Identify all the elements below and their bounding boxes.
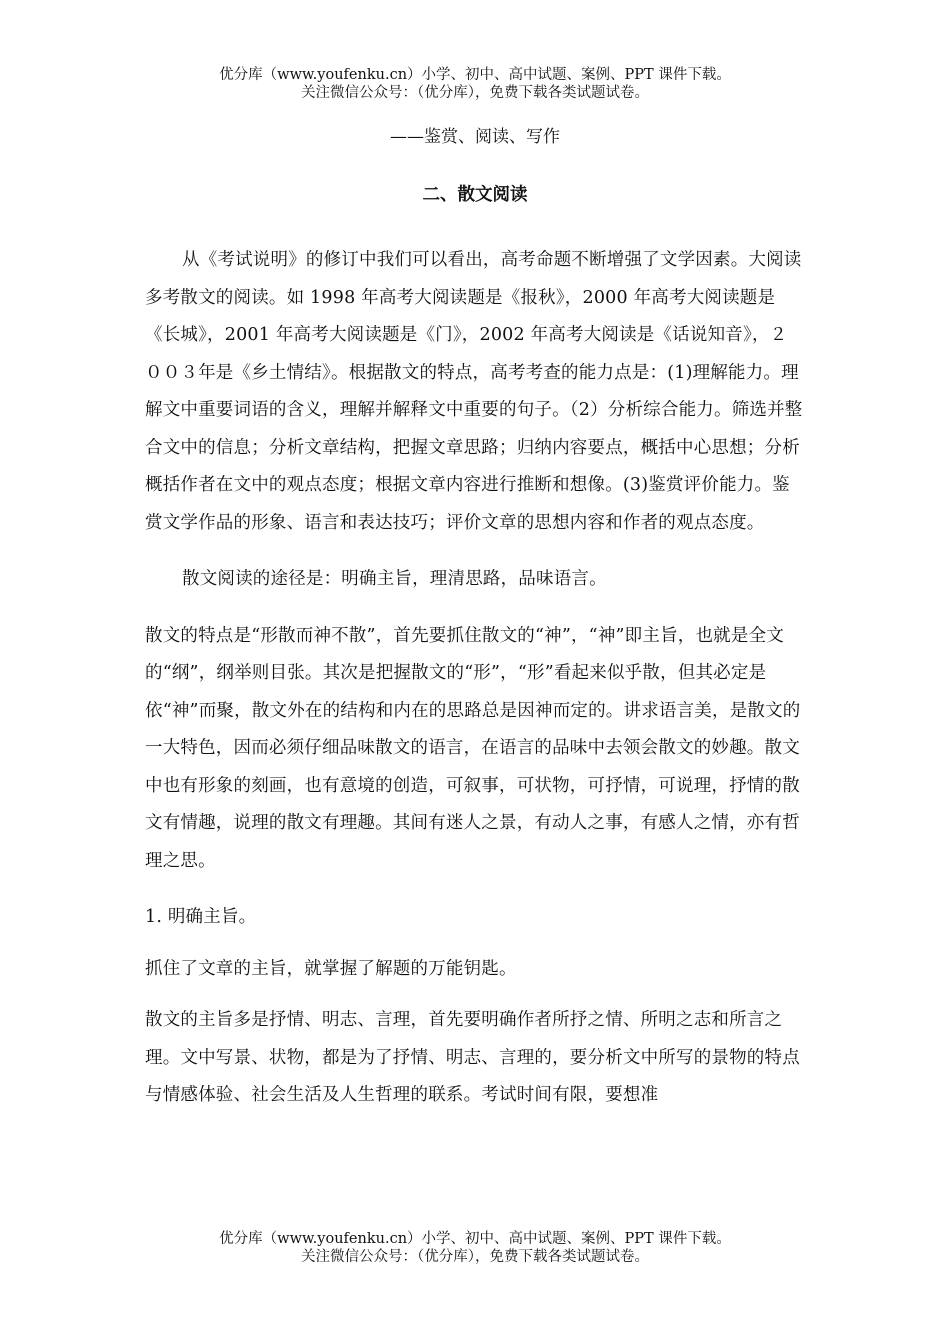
header-line-1: 优分库（www.youfenku.cn）小学、初中、高中试题、案例、PPT 课件下载。 [219, 67, 731, 83]
paragraph-intro: 从《考试说明》的修订中我们可以看出，高考命题不断增强了文学因素。大阅读多考散文的阅读。如 1998 年高考大阅读题是《报秋》，2000 年高考大阅读题是《长城》，2001 年高考大阅读题是《门》，2002 年高考大阅读是《话说知音》，２００３年是《乡土情结》。根据散文的特点，高考考查的能力点是：(1)理解能力。理解文中重要词语的含义，理解并解释文中重要的句子。（2）分析综合能力。筛选并整合文中的信息；分析文章结构，把握文章思路；归纳内容要点，概括中心思想；分析概括作者在文中的观点态度；根据文章内容进行推断和想像。(3)鉴赏评价能力。鉴赏文学作品的形象、语言和表达技巧；评价文章的思想内容和作者的观点态度。 [145, 250, 803, 533]
paragraph-features: 散文的特点是“形散而神不散”，首先要抓住散文的“神”，“神”即主旨，也就是全文的“纲”，纲举则目张。其次是把握散文的“形”，“形”看起来似乎散，但其必定是依“神”而聚，散文外在的结构和内在的思路总是因神而定的。讲求语言美，是散文的一大特色，因而必须仔细品味散文的语言，在语言的品味中去领会散文的妙趣。散文中也有形象的刻画，也有意境的创造，可叙事，可状物，可抒情，可说理，抒情的散文有情趣，说理的散文有理趣。其间有迷人之景，有动人之事，有感人之情，亦有哲理之思。 [145, 625, 801, 871]
paragraph-theme: 散文的主旨多是抒情、明志、言理，首先要明确作者所抒之情、所明之志和所言之理。文中写景、状物，都是为了抒情、明志、言理的，要分析文中所写的景物的特点与情感体验、社会生活及人生哲理的联系。考试时间有限，要想准 [145, 1010, 800, 1105]
footer-line-2: 关注微信公众号：（优分库），免费下载各类试题试卷。 [301, 1249, 649, 1265]
paragraph-key: 抓住了文章的主旨，就掌握了解题的万能钥匙。 [145, 958, 517, 979]
page-footer [0, 1230, 950, 1266]
header-line-2: 关注微信公众号：（优分库），免费下载各类试题试卷。 [301, 85, 649, 101]
document-body [145, 242, 805, 1115]
page-header [0, 66, 950, 102]
section-title: 二、散文阅读 [422, 185, 528, 205]
point-heading-1: 1. 明确主旨。 [145, 907, 257, 927]
subtitle: ——鉴赏、阅读、写作 [390, 127, 560, 147]
footer-line-1: 优分库（www.youfenku.cn）小学、初中、高中试题、案例、PPT 课件下载。 [219, 1231, 731, 1247]
paragraph-approach: 散文阅读的途径是：明确主旨，理清思路，品味语言。 [182, 569, 607, 589]
